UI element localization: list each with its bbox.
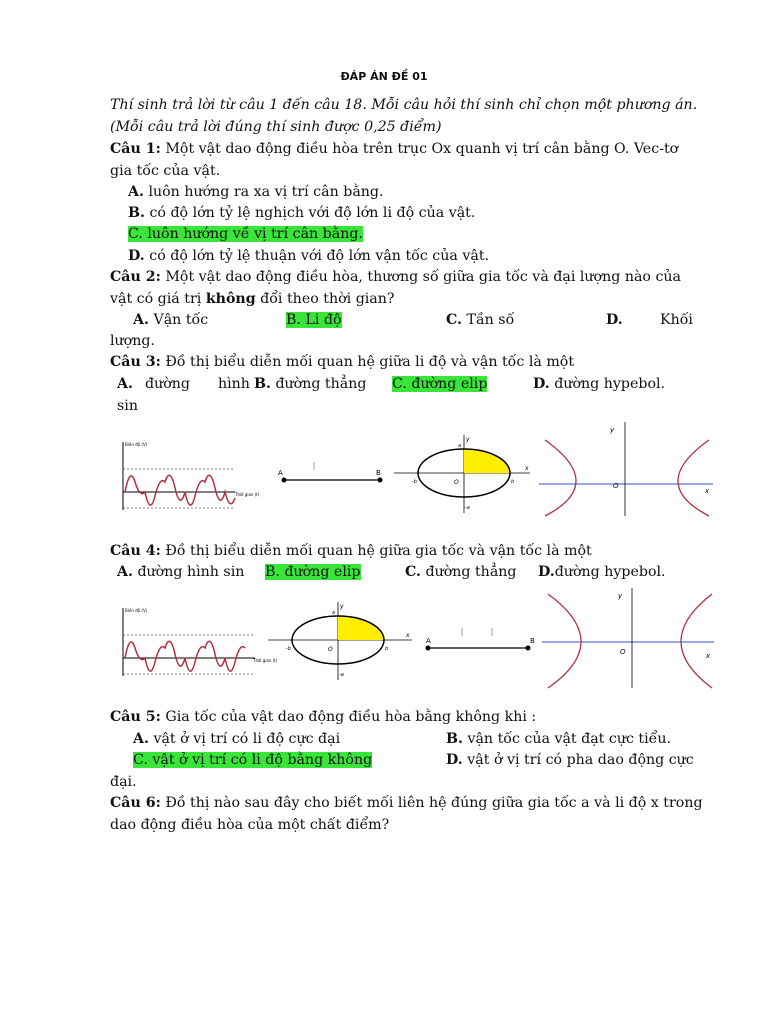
question-3-text: Đồ thị biểu diễn mối quan hệ giữa li độ và vận tốc là một: [160, 354, 575, 370]
option-key: B.: [446, 731, 463, 747]
sine-ylabel: Biên độ (V): [125, 608, 148, 613]
stem-bold-word: không: [205, 291, 256, 307]
ellipse-b-label: b: [511, 479, 515, 485]
question-1-label: Câu 1:: [110, 141, 161, 157]
hyperbola-right-branch: [681, 594, 712, 688]
q5-option-b: [446, 730, 671, 748]
stem-part: đổi theo thời gian?: [255, 291, 395, 307]
option-text: luôn hướng ra xa vị trí cân bằng.: [143, 184, 384, 200]
q5-option-d-cont: đại.: [110, 774, 137, 790]
hyperbola-left-branch: [545, 440, 576, 516]
hyperbola-y-label: y: [618, 592, 623, 600]
question-4-stem: [110, 542, 592, 560]
q2-option-d-text: Khối: [660, 312, 693, 328]
option-text: vật ở vị trí có pha dao động cực: [462, 752, 694, 768]
point-b-label: B: [530, 637, 535, 645]
question-6-stem: [110, 794, 703, 812]
option-key: A.: [133, 312, 149, 328]
ellipse-y-label: y: [466, 436, 470, 443]
q4-option-b-correct: [265, 563, 361, 581]
question-3-stem: [110, 353, 574, 371]
sine-curve: [125, 475, 235, 505]
option-key: D.: [533, 376, 550, 392]
document-title: ĐÁP ÁN ĐỀ 01: [340, 70, 428, 83]
question-5-stem: [110, 708, 536, 726]
option-text: có độ lớn tỷ lệ nghịch với độ lớn li độ của vật.: [144, 205, 476, 221]
q2-option-a: [133, 311, 208, 329]
option-key: D.: [446, 752, 463, 768]
question-1-stem: [110, 140, 678, 158]
question-1-text: Một vật dao động điều hòa trên trục Ox quanh vị trí cân bằng O. Vec-tơ: [160, 141, 679, 157]
ellipse-y-label: y: [340, 603, 344, 610]
q1-option-d: [128, 247, 489, 265]
hyperbola-x-label: x: [705, 487, 710, 495]
straight-line-graph-1: [276, 460, 390, 494]
question-6-stem-cont: dao động điều hòa của một chất điểm?: [110, 817, 390, 833]
ellipse-neg-b-label: -b: [286, 646, 291, 652]
sine-xlabel: Thời gian (t): [235, 492, 260, 497]
hyperbola-graph-1: [537, 418, 717, 518]
correct-answer-highlight: C. vật ở vị trí có li độ bằng không: [133, 752, 373, 768]
option-text: đường hypebol.: [549, 376, 666, 392]
q5-option-a: [133, 730, 340, 748]
hyperbola-left-branch: [548, 594, 581, 688]
ellipse-graph-1: [392, 433, 533, 515]
option-text: Tần số: [461, 312, 515, 328]
q3-option-a-word: đường: [145, 376, 190, 392]
q4-option-c: [405, 563, 517, 581]
question-5-label: Câu 5:: [110, 709, 161, 725]
option-key: D.: [128, 248, 145, 264]
question-3-label: Câu 3:: [110, 354, 161, 370]
ellipse-neg-b-label: -b: [412, 479, 417, 485]
option-key: D.: [538, 564, 555, 580]
q1-option-c-correct: [128, 225, 363, 243]
q2-option-c: [446, 311, 514, 329]
option-text: Vận tốc: [148, 312, 209, 328]
point-a-label: A: [278, 469, 283, 477]
question-1-stem-cont: gia tốc của vật.: [110, 163, 221, 179]
option-text: đường thẳng: [270, 376, 367, 392]
hyperbola-graph-2: [540, 584, 718, 692]
q2-option-b-correct: [286, 311, 342, 329]
q5-option-c-correct: [133, 751, 372, 769]
q4-option-a: [117, 563, 244, 581]
correct-answer-highlight: C. đường elip: [392, 376, 488, 392]
stem-part: vật có giá trị: [110, 291, 206, 307]
sine-graph-1: [115, 436, 265, 514]
intro-line-1: Thí sinh trả lời từ câu 1 đến câu 18. Mỗi câu hỏi thí sinh chỉ chọn một phương án.: [110, 97, 698, 113]
question-4-text: Đồ thị biểu diễn mối quan hệ giữa gia tốc và vận tốc là một: [160, 543, 592, 559]
q1-option-a: [128, 183, 384, 201]
q3-option-b: [254, 375, 366, 393]
ellipse-a-label: a: [332, 610, 336, 616]
question-2-text: Một vật dao động điều hòa, thương số giữa gia tốc và đại lượng nào của: [160, 269, 682, 285]
hyperbola-origin-label: O: [620, 648, 626, 656]
hyperbola-origin-label: O: [613, 482, 619, 490]
option-text: có độ lớn tỷ lệ thuận với độ lớn vận tốc của vật.: [144, 248, 490, 264]
q5-option-d: [446, 751, 694, 769]
option-key: A.: [128, 184, 144, 200]
option-key: A.: [117, 564, 133, 580]
ellipse-graph-2: [266, 600, 416, 682]
option-text: đường hình sin: [132, 564, 245, 580]
ellipse-origin-label: O: [454, 479, 459, 486]
sine-xlabel: Thời gian (t): [253, 658, 278, 663]
option-key: C.: [446, 312, 462, 328]
q3-option-c-correct: [392, 375, 487, 393]
question-2-stem-cont: [110, 290, 395, 308]
q4-option-d: [538, 563, 666, 581]
hyperbola-y-label: y: [610, 426, 615, 434]
question-5-text: Gia tốc của vật dao động điều hòa bằng không khi :: [160, 709, 537, 725]
q3-option-a-word: hình: [218, 376, 250, 392]
ellipse-b-label: b: [385, 646, 389, 652]
option-key: C.: [405, 564, 421, 580]
q3-option-d: [533, 375, 665, 393]
sine-curve: [125, 641, 245, 671]
question-4-label: Câu 4:: [110, 543, 161, 559]
option-key: B.: [128, 205, 145, 221]
option-text: vật ở vị trí có li độ cực đại: [148, 731, 341, 747]
sine-graph-2: [115, 602, 278, 680]
option-text: đường hypebol.: [554, 564, 666, 580]
ellipse-x-label: x: [406, 632, 410, 639]
point-b-label: B: [376, 469, 381, 477]
straight-line-graph-2: [422, 626, 540, 660]
ellipse-x-label: x: [525, 465, 529, 472]
sine-ylabel: Biên độ (V): [125, 442, 148, 447]
q1-option-b: [128, 204, 475, 222]
question-6-label: Câu 6:: [110, 795, 161, 811]
correct-answer-highlight: C. luôn hướng về vị trí cân bằng.: [128, 226, 363, 242]
ellipse-neg-a-label: -a: [465, 505, 470, 511]
q3-option-a-word: sin: [117, 398, 138, 414]
q2-option-d-key: D.: [606, 312, 623, 328]
correct-answer-highlight: B. đường elip: [265, 564, 361, 580]
ellipse-origin-label: O: [328, 646, 333, 653]
question-6-text: Đồ thị nào sau đây cho biết mối liên hệ đúng giữa gia tốc a và li độ x trong: [160, 795, 703, 811]
option-key: B.: [254, 376, 271, 392]
hyperbola-x-label: x: [706, 652, 711, 660]
option-key: A.: [133, 731, 149, 747]
q3-option-a-key: A.: [117, 376, 133, 392]
option-text: đường thẳng: [420, 564, 517, 580]
intro-line-2: (Mỗi câu trả lời đúng thí sinh được 0,25 điểm): [110, 119, 442, 135]
option-text: vận tốc của vật đạt cực tiểu.: [462, 731, 672, 747]
point-a-label: A: [426, 637, 431, 645]
correct-answer-highlight: B. Li độ: [286, 312, 342, 328]
question-2-label: Câu 2:: [110, 269, 161, 285]
q2-option-d-text-cont: lượng.: [110, 333, 155, 349]
question-2-stem: [110, 268, 681, 286]
ellipse-neg-a-label: -a: [339, 672, 344, 678]
ellipse-a-label: a: [458, 443, 462, 449]
hyperbola-right-branch: [678, 440, 709, 516]
